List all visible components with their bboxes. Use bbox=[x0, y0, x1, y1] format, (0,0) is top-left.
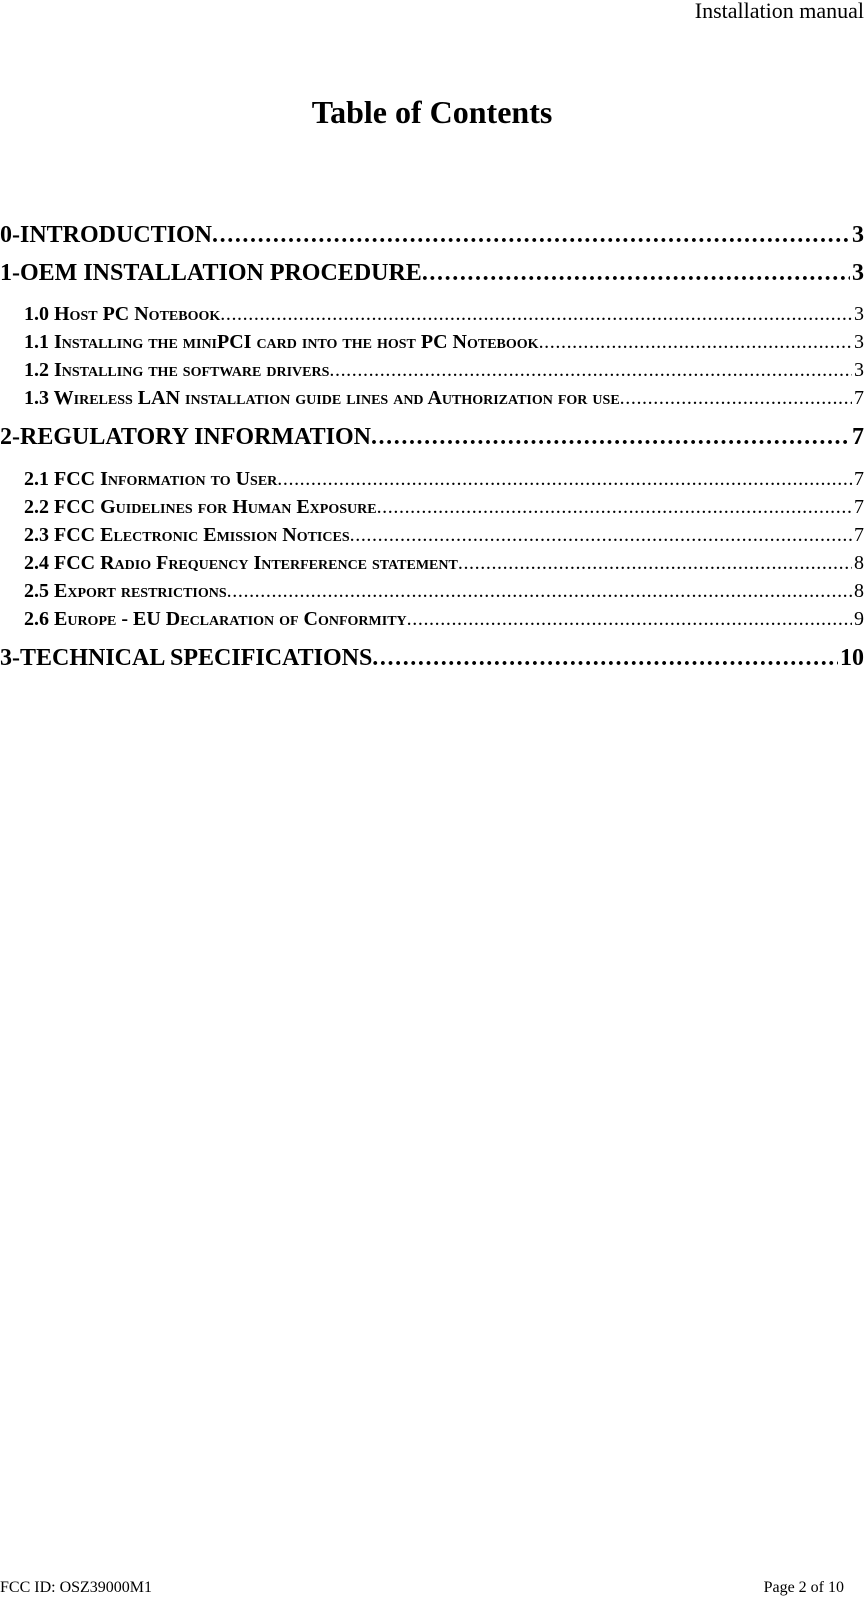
toc-entry-page: 3 bbox=[854, 331, 864, 353]
toc-entry-title: 2.1 FCC Information to User bbox=[24, 468, 278, 490]
toc-entry-fcc-information[interactable] bbox=[24, 466, 864, 492]
toc-entry-fcc-rf-interference[interactable] bbox=[24, 550, 864, 576]
toc-entry-page: 3 bbox=[854, 303, 864, 325]
toc-entry-eu-declaration[interactable] bbox=[24, 606, 864, 632]
toc-entry-page: 3 bbox=[852, 260, 864, 286]
toc-entry-title: 2.6 Europe - EU Declaration of Conformity bbox=[24, 608, 407, 630]
toc-entry-host-pc-notebook[interactable] bbox=[24, 301, 864, 327]
toc-entry-title: 2.3 FCC Electronic Emission Notices bbox=[24, 524, 350, 546]
toc-entry-page: 7 bbox=[854, 524, 864, 546]
toc-entry-title: 1.2 Installing the software drivers bbox=[24, 359, 330, 381]
fcc-id-footer: FCC ID: OSZ39000M1 bbox=[0, 1579, 153, 1596]
toc-entry-page: 10 bbox=[840, 645, 864, 671]
toc-entry-title: 3-TECHNICAL SPECIFICATIONS bbox=[0, 645, 373, 671]
toc-entry-page: 7 bbox=[854, 496, 864, 518]
toc-entry-title: 2-REGULATORY INFORMATION bbox=[0, 424, 371, 450]
page-number-footer: Page 2 of 10 bbox=[763, 1579, 844, 1596]
toc-entry-fcc-emission-notices[interactable] bbox=[24, 522, 864, 548]
toc-entry-page: 7 bbox=[854, 468, 864, 490]
toc-entry-fcc-guidelines[interactable] bbox=[24, 494, 864, 520]
toc-entry-page: 7 bbox=[852, 424, 864, 450]
dot-leader bbox=[227, 578, 852, 604]
dot-leader bbox=[458, 550, 852, 576]
toc-entry-page: 3 bbox=[854, 359, 864, 381]
toc-entry-title: 2.2 FCC Guidelines for Human Exposure bbox=[24, 496, 377, 518]
toc-entry-page: 8 bbox=[854, 552, 864, 574]
dot-leader bbox=[350, 522, 852, 548]
toc-entry-title: 0-INTRODUCTION bbox=[0, 222, 213, 248]
dot-leader bbox=[372, 643, 838, 673]
dot-leader bbox=[539, 329, 852, 355]
dot-leader bbox=[407, 606, 852, 632]
dot-leader bbox=[371, 422, 850, 452]
dot-leader bbox=[329, 357, 852, 383]
toc-entry-page: 9 bbox=[854, 608, 864, 630]
document-type-header: Installation manual bbox=[694, 0, 864, 23]
toc-entry-title: 2.5 Export restrictions bbox=[24, 580, 227, 602]
toc-entry-installing-drivers[interactable] bbox=[24, 357, 864, 383]
toc-entry-page: 3 bbox=[852, 222, 864, 248]
page-title: Table of Contents bbox=[311, 94, 553, 130]
dot-leader bbox=[377, 494, 852, 520]
toc-entry-oem-installation[interactable] bbox=[0, 258, 864, 288]
dot-leader bbox=[212, 220, 850, 250]
toc-entry-page: 7 bbox=[854, 387, 864, 409]
toc-entry-title: 1.3 Wireless LAN installation guide lines and Authorization for use bbox=[24, 387, 620, 409]
dot-leader bbox=[422, 258, 850, 288]
dot-leader bbox=[220, 301, 852, 327]
toc-entry-title: 1.0 Host PC Notebook bbox=[24, 303, 221, 325]
dot-leader bbox=[277, 466, 852, 492]
dot-leader bbox=[620, 385, 852, 411]
toc-entry-introduction[interactable] bbox=[0, 220, 864, 250]
toc-entry-installing-minipci[interactable] bbox=[24, 329, 864, 355]
toc-entry-technical-specifications[interactable] bbox=[0, 643, 864, 673]
toc-entry-regulatory-information[interactable] bbox=[0, 422, 864, 452]
toc-entry-page: 8 bbox=[854, 580, 864, 602]
toc-entry-export-restrictions[interactable] bbox=[24, 578, 864, 604]
toc-entry-title: 2.4 FCC Radio Frequency Interference statement bbox=[24, 552, 458, 574]
toc-entry-wireless-lan-guidelines[interactable] bbox=[24, 385, 864, 411]
toc-entry-title: 1.1 Installing the miniPCI card into the host PC Notebook bbox=[24, 331, 539, 353]
toc-entry-title: 1-OEM INSTALLATION PROCEDURE bbox=[0, 260, 422, 286]
